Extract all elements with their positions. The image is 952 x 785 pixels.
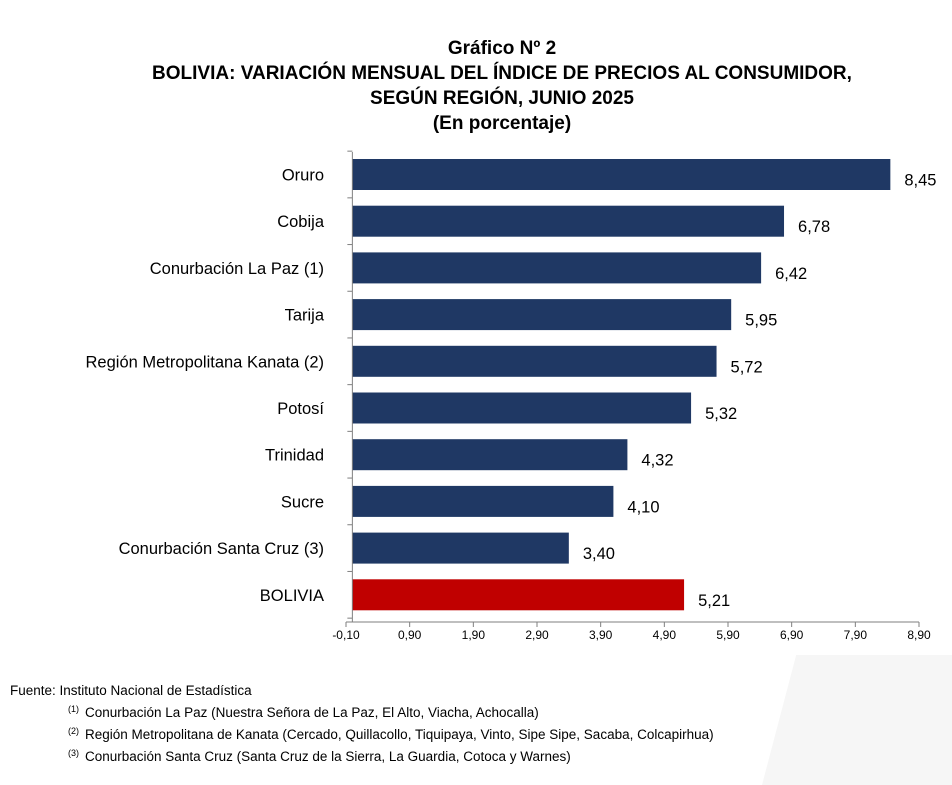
bar [352,159,890,190]
bar [352,533,568,564]
bar-bolivia [352,579,684,610]
footnote-text: Conurbación La Paz (Nuestra Señora de La Paz, El Alto, Viacha, Achocalla) [85,705,539,720]
bar [352,439,627,470]
value-label: 5,72 [730,358,763,377]
x-tick-label: 3,90 [588,628,613,642]
x-tick-label: 5,90 [716,628,740,642]
category-label: Tarija [284,306,324,325]
category-label: Sucre [280,493,324,512]
footnote-1 [10,700,714,722]
value-label: 3,40 [582,545,615,564]
source-block [10,682,714,766]
chart-title-line-2: SEGÚN REGIÓN, JUNIO 2025 [370,88,634,109]
category-label: Trinidad [265,446,324,465]
footnote-2 [10,722,714,744]
x-tick-label: 6,90 [779,628,804,642]
chart-title-line-1: BOLIVIA: VARIACIÓN MENSUAL DEL ÍNDICE DE PRECIOS AL CONSUMIDOR, [152,63,852,84]
category-label: BOLIVIA [259,586,324,605]
x-tick-label: 7,90 [843,628,868,642]
category-label: Región Metropolitana Kanata (2) [85,353,324,372]
bars-layer [86,159,937,610]
bar [352,206,784,237]
x-tick-label: 8,90 [907,628,931,642]
category-label: Oruro [281,166,324,185]
x-tick-label: 4,90 [652,628,677,642]
x-tick-label: 0,90 [397,628,422,642]
value-label: 8,45 [904,171,937,190]
value-label: 5,95 [745,311,778,330]
footnote-text: Conurbación Santa Cruz (Santa Cruz de la Sierra, La Guardia, Cotoca y Warnes) [85,749,571,764]
x-tick-label: 1,90 [461,628,486,642]
footnote-mark: (1) [68,704,79,714]
bar [352,393,691,424]
category-label: Cobija [277,213,324,232]
category-label: Conurbación La Paz (1) [149,259,324,278]
bar [352,346,716,377]
value-label: 4,10 [627,498,660,517]
source-line: Fuente: Instituto Nacional de Estadística [10,683,252,698]
value-label: 5,32 [705,405,738,423]
value-label: 6,42 [775,264,808,283]
category-label: Conurbación Santa Cruz (3) [118,540,324,559]
footnote-mark: (3) [68,748,79,758]
value-label: 4,32 [641,451,674,470]
footnote-mark: (2) [68,726,79,736]
bar [352,486,613,517]
footnote-3 [10,744,714,766]
chart-number: Gráfico Nº 2 [447,38,557,59]
value-label: 6,78 [798,218,831,237]
bar [352,299,731,330]
x-tick-label: -0,10 [332,628,360,642]
x-tick-label: 2,90 [525,628,549,642]
decorative-corner-shape [762,655,952,785]
bar [352,252,761,283]
category-label: Potosí [277,400,324,418]
value-label: 5,21 [698,591,731,610]
chart-subtitle: (En porcentaje) [432,113,572,134]
footnote-text: Región Metropolitana de Kanata (Cercado, Quillacollo, Tiquipaya, Vinto, Sipe Sipe, Sacaba, Colcapirhua) [85,727,714,742]
